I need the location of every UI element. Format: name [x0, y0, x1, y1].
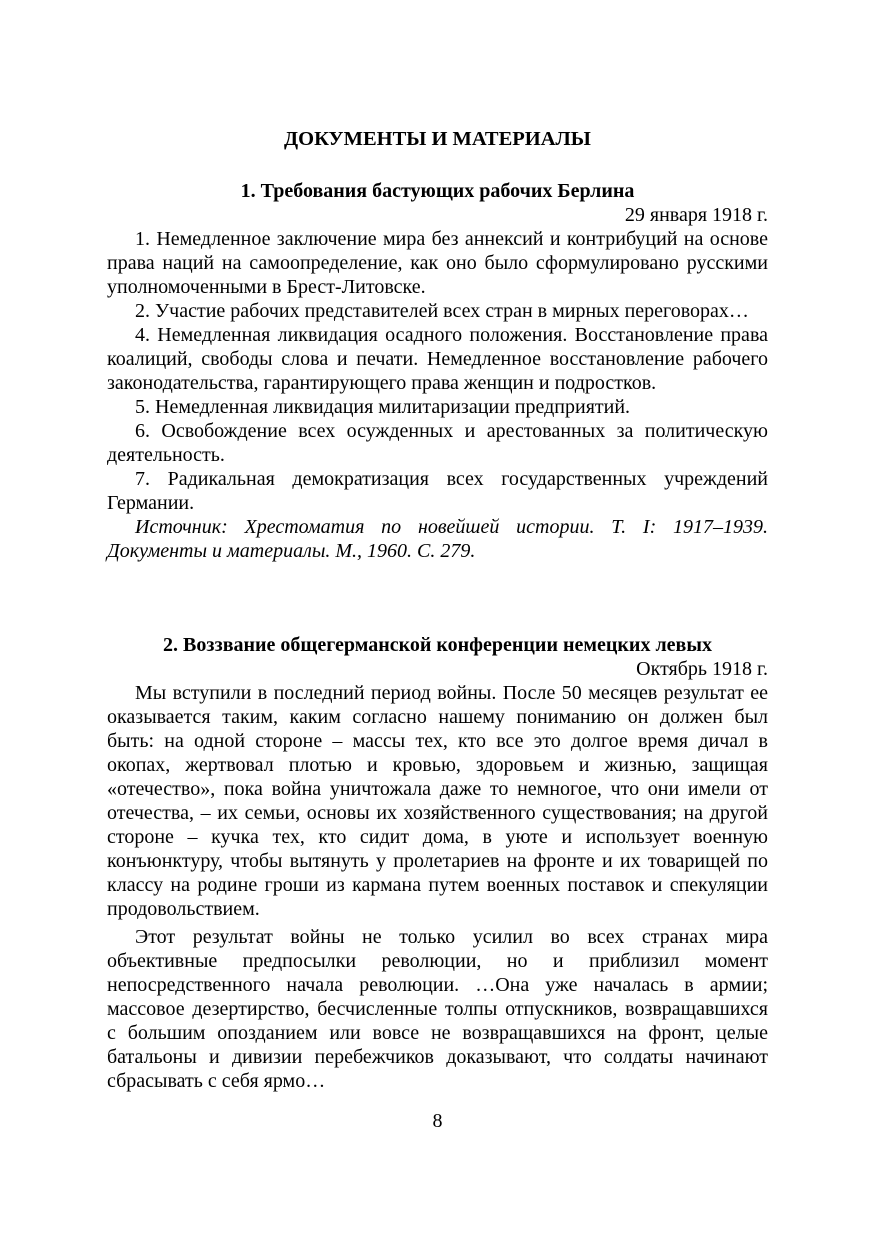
page-number: 8 — [432, 1110, 443, 1132]
section-date: Октябрь 1918 г. — [636, 658, 768, 680]
paragraph: Мы вступили в последний период войны. После 50 месяцев результат ее оказывается таким, каким согласно нашему пониманию он должен был быть: на одной стороне – массы тех, кто все это долгое время дичал в окопах, жертвовал плотью и кровью, здоровьем и жизнью, защищая «отечество», пока война уничтожала даже то немногое, что они имели от отечества, – их семьи, основы их хозяйственного существования; на другой стороне – кучка тех, кто сидит дома, в уюте и использует военную конъюнктуру, чтобы вытянуть у пролетариев на фронте и их товарищей по классу на родине гроши из кармана путем военных поставок и спекуляции продовольствием. — [107, 682, 768, 920]
paragraph: 1. Немедленное заключение мира без аннексий и контрибуций на основе права наций на самоопределение, как оно было сформулировано русскими уполномоченными в Брест-Литовске. — [107, 228, 768, 298]
section-left-conference-appeal — [107, 633, 768, 1093]
page-title: ДОКУМЕНТЫ И МАТЕРИАЛЫ — [284, 128, 591, 150]
document-page — [107, 0, 768, 1240]
source-citation: Источник: Хрестоматия по новейшей истории. Т. I: 1917–1939. Документы и материалы. М., 1960. С. 279. — [107, 516, 768, 562]
paragraph: 5. Немедленная ликвидация милитаризации предприятий. — [135, 396, 631, 418]
paragraph: 4. Немедленная ликвидация осадного положения. Восстановление права коалиций, свободы слова и печати. Немедленное восстановление рабочего законодательства, гарантирующего права женщин и подростков. — [107, 324, 768, 394]
section-date: 29 января 1918 г. — [624, 204, 768, 226]
section-title: 1. Требования бастующих рабочих Берлина — [240, 180, 635, 202]
paragraph: Этот результат войны не только усилил во всех странах мира объективные предпосылки революции, но и приблизил момент непосредственного начала революции. …Она уже началась в армии; массовое дезертирство, бесчисленные толпы отпускников, возвращавшихся с большим опозданием или вовсе не возвращавшихся на фронт, целые батальоны и дивизии перебежчиков доказывают, что солдаты начинают сбрасывать с себя ярмо… — [107, 926, 768, 1092]
paragraph: 6. Освобождение всех осужденных и арестованных за политическую деятельность. — [107, 420, 768, 466]
section-title: 2. Воззвание общегерманской конференции немецких левых — [163, 634, 712, 656]
section-berlin-workers-demands — [107, 179, 768, 563]
paragraph: 2. Участие рабочих представителей всех стран в мирных переговорах… — [135, 300, 749, 322]
paragraph: 7. Радикальная демократизация всех государственных учреждений Германии. — [107, 468, 768, 514]
